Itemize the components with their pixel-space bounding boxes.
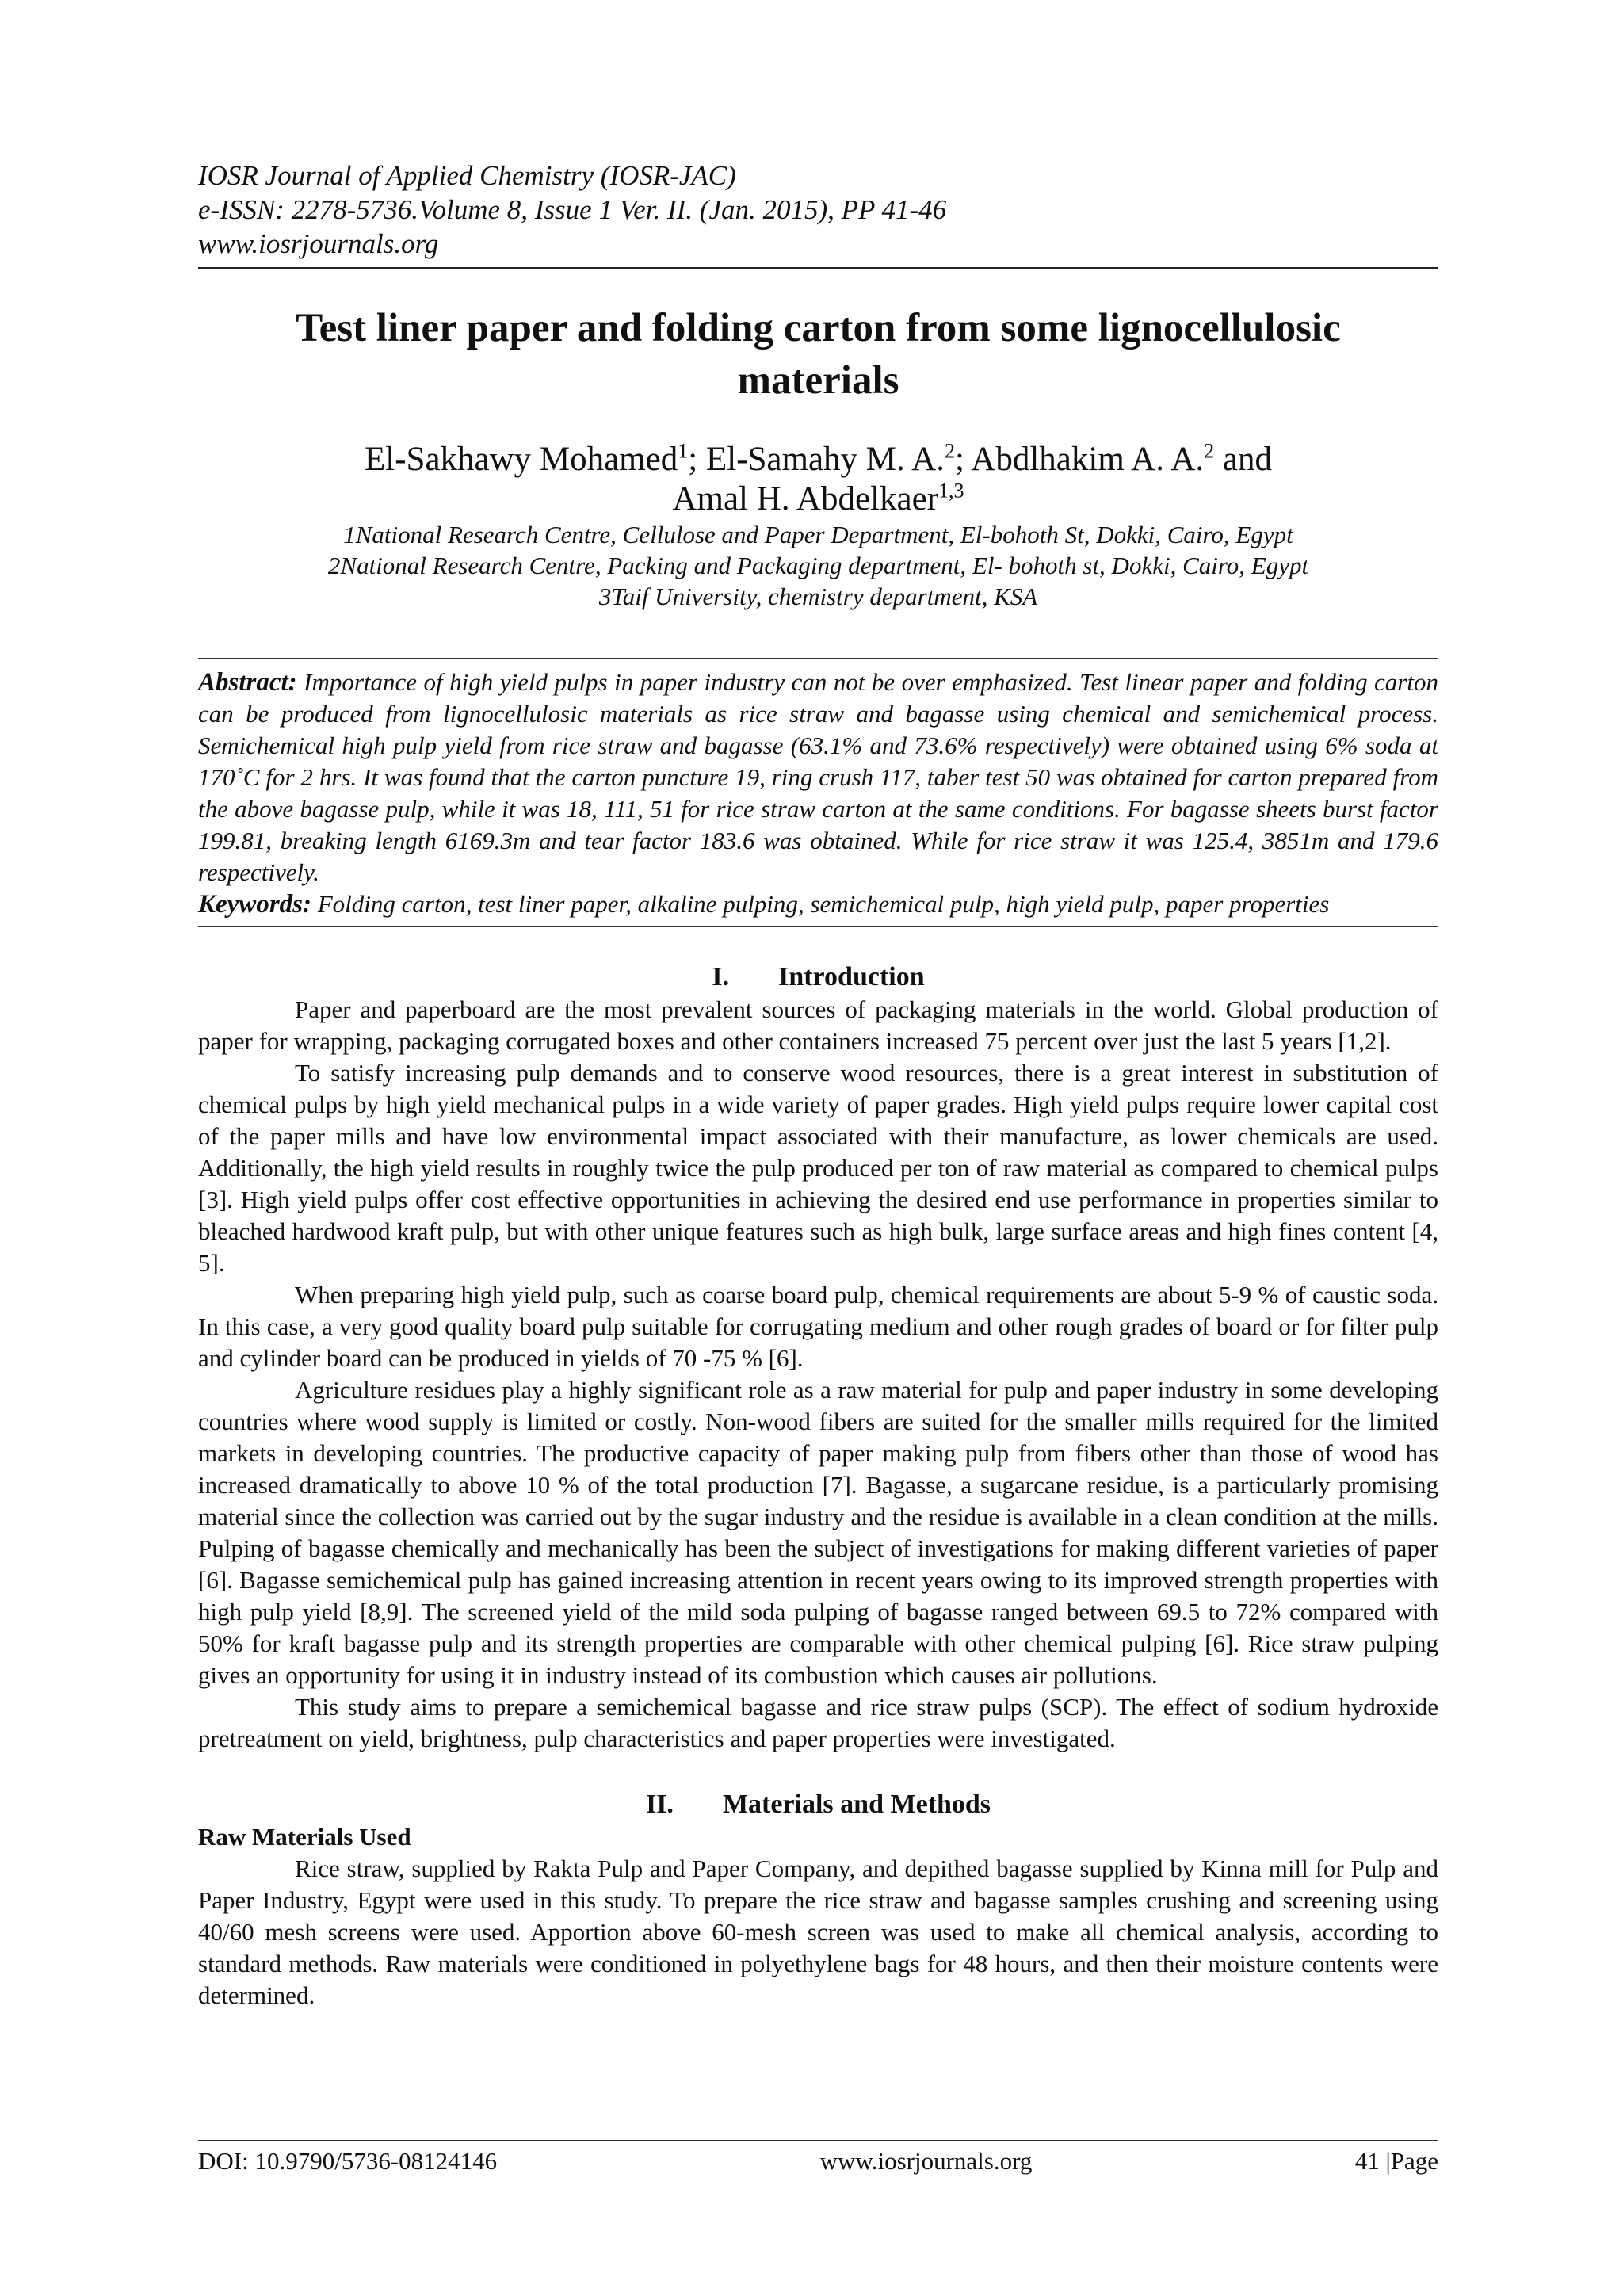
page bbox=[198, 159, 1438, 2011]
title-line-2: materials bbox=[737, 358, 899, 403]
abstract-label: Abstract: bbox=[198, 668, 297, 697]
author-affiliation-mark: 1,3 bbox=[938, 479, 964, 502]
journal-url[interactable]: www.iosrjournals.org bbox=[198, 228, 439, 259]
paragraph: To satisfy increasing pulp demands and to conserve wood resources, there is a great interest in substitution of chemical pulps by high yield mechanical pulps in a wide variety of paper grades. High yield pulps require lower capital cost of the paper mills and have low environmental impact associated with their manufacture, as lower chemicals are used. Additionally, the high yield results in roughly twice the pulp produced per ton of raw material as compared to chemical pulps [3]. High yield pulps offer cost effective opportunities in achieving the desired end use performance in properties similar to bleached hardwood kraft pulp, but with other unique features such as high bulk, large surface areas and high fines content [4, 5]. bbox=[198, 1059, 1438, 1277]
footer-row bbox=[198, 2141, 1438, 2177]
paragraph: When preparing high yield pulp, such as coarse board pulp, chemical requirements are about 5-9 % of caustic soda. In this case, a very good quality board pulp suitable for corrugating medium and other rough grades of board or for filter pulp and cylinder board can be produced in yields of 70 -75 % [6]. bbox=[198, 1281, 1438, 1372]
paragraph: Agriculture residues play a highly significant role as a raw material for pulp and paper industry in some developing countries where wood supply is limited or costly. Non-wood fibers are suited for the smaller mills required for the limited markets in developing countries. The productive capacity of paper making pulp from fibers other than those of wood has increased dramatically to above 10 % of the total production [7]. Bagasse, a sugarcane residue, is a particularly promising material since the collection was carried out by the sugar industry and the residue is available in a clean condition at the mills. Pulping of bagasse chemically and mechanically has been the subject of investigations for making different varieties of paper [6]. Bagasse semichemical pulp has gained increasing attention in recent years owing to its improved strength properties with high pulp yield [8,9]. The screened yield of the mild soda pulping of bagasse ranged between 69.5 to 72% compared with 50% for kraft bagasse pulp and its strength properties are comparable with other chemical pulping [6]. Rice straw pulping gives an opportunity for using it in industry instead of its combustion which causes air pollutions. bbox=[198, 1376, 1438, 1689]
page-footer bbox=[198, 2140, 1438, 2177]
abstract bbox=[198, 659, 1438, 888]
section-heading-materials bbox=[198, 1788, 1438, 1821]
footer-url[interactable]: www.iosrjournals.org bbox=[819, 2147, 1033, 2175]
section-title: Materials and Methods bbox=[722, 1790, 991, 1819]
paper-title bbox=[198, 302, 1438, 407]
journal-issn: e-ISSN: 2278-5736.Volume 8, Issue 1 Ver. II. (Jan. 2015), PP 41-46 bbox=[198, 194, 947, 225]
paragraph: Rice straw, supplied by Rakta Pulp and Paper Company, and depithed bagasse supplied by Kinna mill for Pulp and Paper Industry, Egypt were used in this study. To prepare the rice straw and bagasse samples crushing and screening using 40/60 mesh screens were used. Apportion above 60-mesh screen was used to make all chemical analysis, according to standard methods. Raw materials were conditioned in polyethylene bags for 48 hours, and then their moisture contents were determined. bbox=[198, 1855, 1438, 2009]
section-number: II. bbox=[645, 1790, 674, 1819]
paragraph: This study aims to prepare a semichemical bagasse and rice straw pulps (SCP). The effect of sodium hydroxide pretreatment on yield, brightness, pulp characteristics and paper properties were investigated. bbox=[198, 1693, 1438, 1752]
header-rule bbox=[198, 267, 1438, 269]
author-affiliation-mark: 2 bbox=[944, 439, 955, 463]
author-affiliation-mark: 1 bbox=[678, 439, 689, 463]
keywords-label: Keywords: bbox=[198, 890, 311, 919]
journal-name: IOSR Journal of Applied Chemistry (IOSR-JAC) bbox=[198, 160, 736, 191]
section-title: Introduction bbox=[778, 962, 925, 991]
keywords-text: Folding carton, test liner paper, alkaline pulping, semichemical pulp, high yield pulp, paper properties bbox=[311, 890, 1330, 918]
section-number: I. bbox=[712, 962, 730, 991]
affiliation-1: 1National Research Centre, Cellulose and Paper Department, El-bohoth St, Dokki, Cairo, Egypt bbox=[343, 521, 1293, 548]
journal-header bbox=[198, 159, 1438, 261]
author-name: ; El-Samahy M. A. bbox=[688, 441, 945, 478]
author-line-1 bbox=[198, 440, 1438, 479]
author-name: El-Sakhawy Mohamed bbox=[365, 441, 678, 478]
author-conjunction: and bbox=[1214, 441, 1272, 478]
abstract-bottom-rule bbox=[198, 926, 1438, 927]
author-list bbox=[198, 440, 1438, 519]
author-name: ; Abdlhakim A. A. bbox=[954, 441, 1205, 478]
section-heading-introduction bbox=[198, 961, 1438, 994]
subsection-heading: Raw Materials Used bbox=[198, 1823, 411, 1851]
abstract-text: Importance of high yield pulps in paper industry can not be over emphasized. Test linear paper and folding carton can be produced from lignocellulosic materials as rice straw and bagasse using chemical and semichemical process. Semichemical high pulp yield from rice straw and bagasse (63.1% and 73.6% respectively) were obtained using 6% soda at 170˚C for 2 hrs. It was found that the carton puncture 19, ring crush 117, taber test 50 was obtained for carton prepared from the above bagasse pulp, while it was 18, 111, 51 for rice straw carton at the same conditions. For bagasse sheets burst factor 199.81, breaking length 6169.3m and tear factor 183.6 was obtained. While for rice straw it was 125.4, 3851m and 179.6 respectively. bbox=[198, 668, 1438, 886]
footer-page-number: 41 |Page bbox=[1354, 2147, 1438, 2175]
keywords bbox=[198, 888, 1438, 926]
affiliation-3: 3Taif University, chemistry department, KSA bbox=[598, 583, 1038, 610]
title-line-1: Test liner paper and folding carton from some lignocellulosic bbox=[296, 306, 1341, 350]
footer-doi: DOI: 10.9790/5736-08124146 bbox=[198, 2147, 498, 2175]
affiliation-2: 2National Research Centre, Packing and Packaging department, El- bohoth st, Dokki, Cairo, Egypt bbox=[327, 552, 1309, 579]
author-name: Amal H. Abdelkaer bbox=[672, 480, 939, 518]
author-line-2 bbox=[198, 479, 1438, 519]
affiliations bbox=[198, 519, 1438, 612]
paragraph: Paper and paperboard are the most prevalent sources of packaging materials in the world. Global production of paper for wrapping, packaging corrugated boxes and other containers increased 75 percent over just the last 5 years [1,2]. bbox=[198, 995, 1438, 1055]
author-affiliation-mark: 2 bbox=[1204, 439, 1215, 463]
